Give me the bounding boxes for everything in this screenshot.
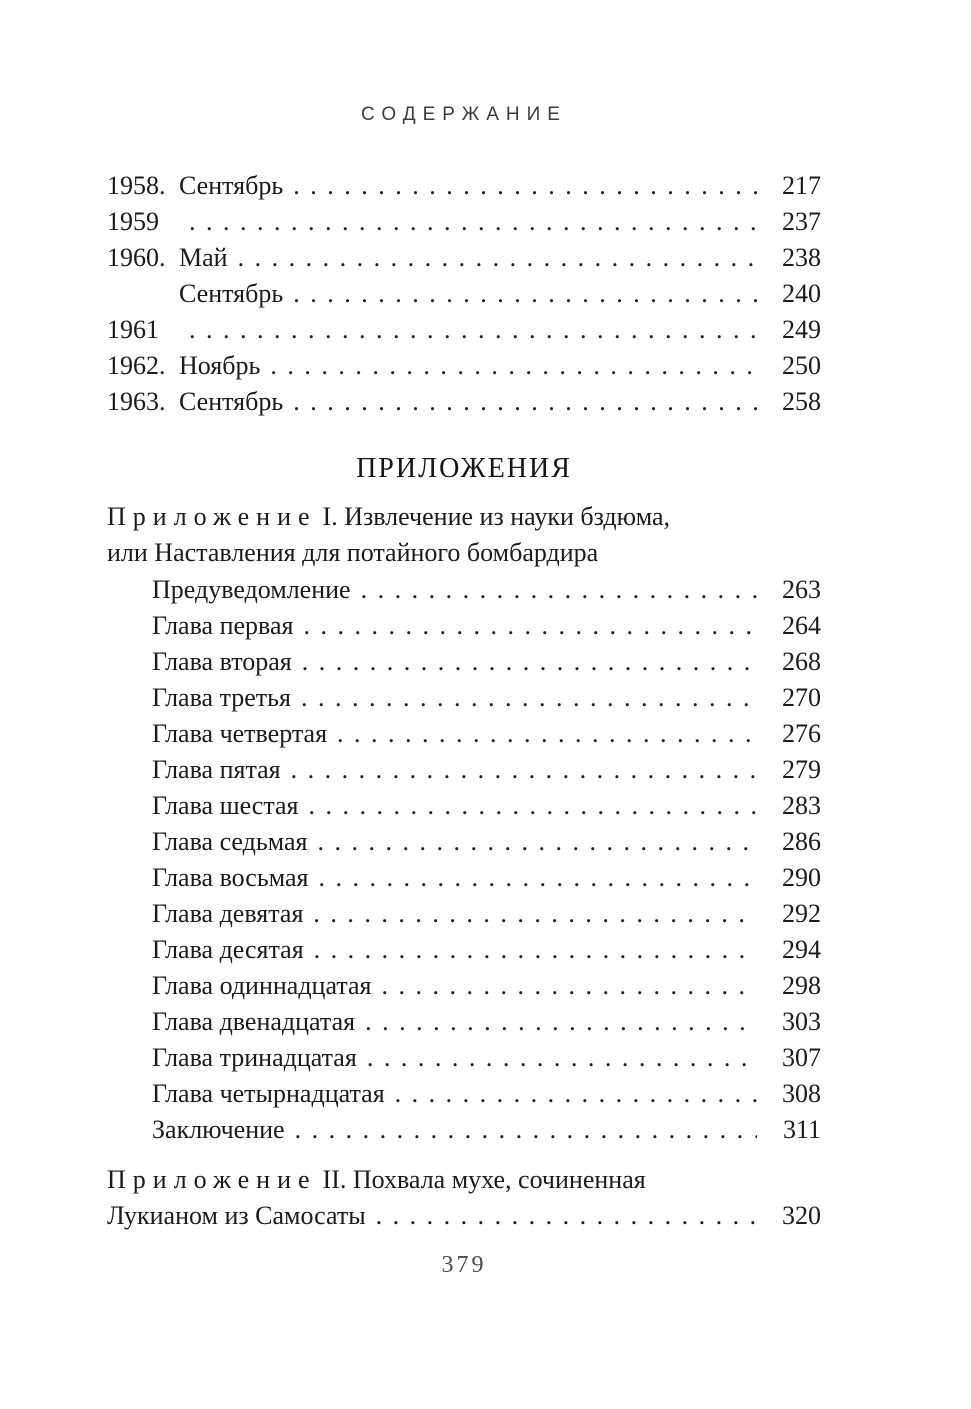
appendix-2-title-line-1 bbox=[107, 1162, 821, 1198]
toc-entry-year: 1959 bbox=[107, 207, 159, 236]
toc-main-list bbox=[107, 168, 821, 420]
dot-leader bbox=[293, 384, 757, 420]
toc-entry-page-number: 298 bbox=[782, 971, 821, 1000]
toc-entry-page-number: 240 bbox=[782, 279, 821, 308]
toc-entry bbox=[152, 572, 821, 608]
toc-entry-label: Глава четырнадцатая bbox=[152, 1079, 385, 1108]
toc-entry-page-number: 283 bbox=[782, 791, 821, 820]
dot-leader bbox=[293, 276, 757, 312]
toc-entry bbox=[152, 896, 821, 932]
toc-entry-label: Глава седьмая bbox=[152, 827, 308, 856]
appendix-word: Приложение bbox=[107, 502, 317, 531]
toc-entry-page-number: 294 bbox=[782, 935, 821, 964]
dot-leader bbox=[295, 1112, 757, 1148]
toc-entry-page-number: 237 bbox=[782, 207, 821, 236]
toc-entry bbox=[152, 1040, 821, 1076]
dot-leader bbox=[382, 968, 757, 1004]
appendix-1-title-rest: I. Извлечение из науки бздюма, bbox=[322, 502, 671, 531]
toc-entry-label: Лукианом из Самосаты bbox=[107, 1201, 366, 1230]
toc-entry bbox=[152, 788, 821, 824]
dot-leader bbox=[313, 896, 757, 932]
toc-entry-label: Глава четвертая bbox=[152, 719, 328, 748]
toc-entry-label: Предуведомление bbox=[152, 575, 351, 604]
toc-entry-year: 1961 bbox=[107, 315, 159, 344]
toc-entry-year: 1962. bbox=[107, 351, 166, 380]
dot-leader bbox=[361, 572, 757, 608]
toc-entry-page-number: 250 bbox=[782, 351, 821, 380]
toc-entry bbox=[152, 932, 821, 968]
text-block bbox=[107, 0, 821, 1234]
toc-entry bbox=[107, 1198, 821, 1234]
toc-entry-label: Глава тринадцатая bbox=[152, 1043, 357, 1072]
toc-entry bbox=[152, 644, 821, 680]
toc-entry bbox=[107, 348, 821, 384]
toc-entry-page-number: 268 bbox=[782, 647, 821, 676]
toc-entry-page-number: 270 bbox=[782, 683, 821, 712]
toc-entry-label: Глава шестая bbox=[152, 791, 299, 820]
toc-entry-label: Глава третья bbox=[152, 683, 291, 712]
appendix-1-entries bbox=[107, 572, 821, 1148]
dot-leader bbox=[189, 204, 757, 240]
toc-entry-label: Сентябрь bbox=[179, 171, 284, 200]
dot-leader bbox=[302, 644, 757, 680]
dot-leader bbox=[238, 240, 757, 276]
dot-leader bbox=[318, 860, 757, 896]
toc-entry-label: Ноябрь bbox=[179, 351, 261, 380]
dot-leader bbox=[317, 824, 757, 860]
toc-entry-label: Глава пятая bbox=[152, 755, 281, 784]
toc-entry-page-number: 307 bbox=[782, 1043, 821, 1072]
dot-leader bbox=[293, 168, 757, 204]
toc-entry bbox=[152, 716, 821, 752]
appendix-1-title-line-2: или Наставления для потайного бомбардира bbox=[107, 538, 599, 567]
appendix-word: Приложение bbox=[107, 1165, 317, 1194]
toc-entry bbox=[152, 1112, 821, 1148]
toc-entry-label: Глава двенадцатая bbox=[152, 1007, 356, 1036]
toc-entry bbox=[152, 680, 821, 716]
toc-entry-year: 1963. bbox=[107, 387, 166, 416]
toc-entry-page-number: 276 bbox=[782, 719, 821, 748]
toc-entry-label: Глава восьмая bbox=[152, 863, 309, 892]
toc-entry bbox=[107, 276, 821, 312]
toc-entry bbox=[107, 384, 821, 420]
toc-entry-page-number: 279 bbox=[782, 755, 821, 784]
toc-entry-page-number: 311 bbox=[782, 1115, 821, 1144]
toc-entry-page-number: 286 bbox=[782, 827, 821, 856]
toc-entry-page-number: 308 bbox=[782, 1079, 821, 1108]
dot-leader bbox=[309, 788, 758, 824]
toc-entry-page-number: 263 bbox=[782, 575, 821, 604]
toc-entry-year: 1960. bbox=[107, 243, 166, 272]
toc-entry bbox=[107, 204, 821, 240]
dot-leader bbox=[337, 716, 757, 752]
toc-entry-page-number: 258 bbox=[782, 387, 821, 416]
toc-entry-label: Май bbox=[179, 243, 228, 272]
toc-entry bbox=[152, 860, 821, 896]
toc-entry-label: Сентябрь bbox=[179, 279, 284, 308]
toc-entry bbox=[152, 608, 821, 644]
toc-entry-label: Глава одиннадцатая bbox=[152, 971, 372, 1000]
toc-entry-page-number: 264 bbox=[782, 611, 821, 640]
toc-entry-page-number: 249 bbox=[782, 315, 821, 344]
dot-leader bbox=[314, 932, 757, 968]
page-header-title: СОДЕРЖАНИЕ bbox=[361, 104, 567, 125]
dot-leader bbox=[367, 1040, 757, 1076]
toc-entry-label: Глава девятая bbox=[152, 899, 304, 928]
toc-entry bbox=[152, 968, 821, 1004]
page-number: 379 bbox=[441, 1252, 487, 1278]
toc-entry-page-number: 292 bbox=[782, 899, 821, 928]
dot-leader bbox=[301, 680, 757, 716]
dot-leader bbox=[376, 1198, 757, 1234]
toc-entry-label: Глава десятая bbox=[152, 935, 304, 964]
toc-entry bbox=[152, 824, 821, 860]
dot-leader bbox=[395, 1076, 757, 1112]
toc-entry-page-number: 217 bbox=[782, 171, 821, 200]
toc-entry-label: Заключение bbox=[152, 1115, 285, 1144]
toc-entry-year: 1958. bbox=[107, 171, 166, 200]
toc-entry-page-number: 320 bbox=[782, 1201, 821, 1230]
dot-leader bbox=[291, 752, 757, 788]
toc-entry-label: Глава первая bbox=[152, 611, 294, 640]
dot-leader bbox=[270, 348, 757, 384]
dot-leader bbox=[303, 608, 757, 644]
appendix-1-title-line-1 bbox=[107, 499, 821, 535]
toc-entry bbox=[152, 752, 821, 788]
toc-entry-page-number: 290 bbox=[782, 863, 821, 892]
dot-leader bbox=[365, 1004, 757, 1040]
appendix-2-title-rest: II. Похвала мухе, сочиненная bbox=[322, 1165, 646, 1194]
toc-entry-label: Сентябрь bbox=[179, 387, 284, 416]
toc-entry bbox=[152, 1004, 821, 1040]
toc-entry-label: Глава вторая bbox=[152, 647, 292, 676]
appendices-heading: ПРИЛОЖЕНИЯ bbox=[356, 453, 572, 484]
toc-entry-page-number: 303 bbox=[782, 1007, 821, 1036]
toc-entry bbox=[107, 168, 821, 204]
toc-entry bbox=[107, 312, 821, 348]
toc-entry-page-number: 238 bbox=[782, 243, 821, 272]
dot-leader bbox=[189, 312, 757, 348]
toc-entry bbox=[107, 240, 821, 276]
toc-entry bbox=[152, 1076, 821, 1112]
